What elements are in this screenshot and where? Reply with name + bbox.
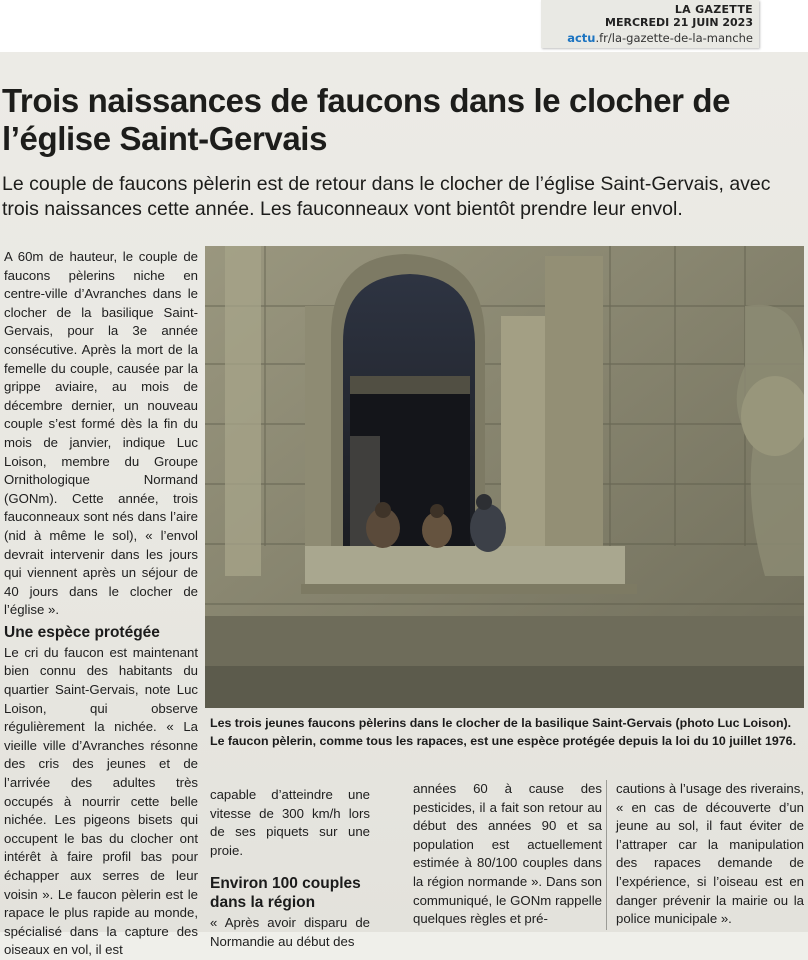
publication-date: MERCREDI 21 JUIN 2023 [605, 16, 753, 29]
paragraph-protected-species: Le cri du faucon est maintenant bien connu des habitants du quartier Saint-Gervais, note Luc Loison, qui observe régulièrement la nichée. « La vieille ville d’Avranches résonne des cris des jeunes et de l’arrivée des adultes très occupés à nourrir cette belle nichée. Les pigeons bisets qui occupent le bas du clocher ont intérêt à faire profil bas pour échapper aux serres de leur voisin ». Le faucon pèlerin est le rapace le plus rapide au monde, spécialisé dans la capture des oiseaux en vol, il est [4, 644, 198, 958]
paragraph-couples-start: « Après avoir disparu de Normandie au début des [210, 915, 370, 949]
subheading-couples: Environ 100 couples dans la région [210, 875, 361, 912]
bell-tower-falcons-image [205, 246, 804, 708]
source-url [567, 31, 753, 45]
column-1 [4, 248, 198, 960]
url-path: .fr/la-gazette-de-la-manche [595, 31, 753, 45]
column-2 [210, 786, 370, 952]
column-4 [616, 780, 804, 929]
paragraph-speed: capable d’atteindre une vitesse de 300 km/h lors de ses piquets sur une proie. [210, 787, 370, 858]
article-headline: Trois naissances de faucons dans le clocher de l’église Saint-Gervais [2, 82, 731, 157]
paragraph-precautions: cautions à l’usage des riverains, « en cas de découverte d’un jeune au sol, il faut éviter de l’attraper car la manipulation des rapaces demande de l’expérience, si l’oiseau est en danger prévenir la mairie ou la police municipale ». [616, 781, 804, 927]
subheading-protected-species: Une espèce protégée [4, 623, 160, 641]
publication-name: LA GAZETTE [674, 3, 753, 16]
paragraph-population: années 60 à cause des pesticides, il a fait son retour au début des années 90 et sa population est actuellement estimée à 80/100 couples dans la région normande ». Dans son communiqué, le GONm rappelle quelques règles et pré- [413, 781, 602, 927]
article-photo [205, 246, 804, 708]
column-divider [606, 780, 607, 930]
article-standfirst: Le couple de faucons pèlerin est de retour dans le clocher de l’église Saint-Gervais, avec trois naissances cette année. Les fauconneaux vont bientôt prendre leur envol. [2, 173, 771, 220]
url-brand: actu [567, 31, 596, 45]
clipping-label [541, 0, 759, 48]
photo-caption: Les trois jeunes faucons pèlerins dans le clocher de la basilique Saint-Gervais (photo Luc Loison). Le faucon pèlerin, comme tous les rapaces, est une espèce protégée depuis la loi du 10 juillet 1976. [210, 716, 797, 748]
paragraph-intro: A 60m de hauteur, le couple de faucons pèlerins niche en centre-ville d’Avranches dans le clocher de la basilique Saint-Gervais, pour la 3e année consécutive. Après la mort de la femelle du couple, causée par la grippe aviaire, au mois de décembre dernier, un nouveau couple s’est formé dès la fin du mois de janvier, indique Luc Loison, membre du Groupe Ornithologique Normand (GONm). Cette année, trois fauconneaux sont nés dans l’aire (nid à même le sol), « l’envol devrait intervenir dans les jours qui viennent après un séjour de 40 jours dans le clocher de l’église ». [4, 249, 198, 618]
column-3 [413, 780, 602, 929]
